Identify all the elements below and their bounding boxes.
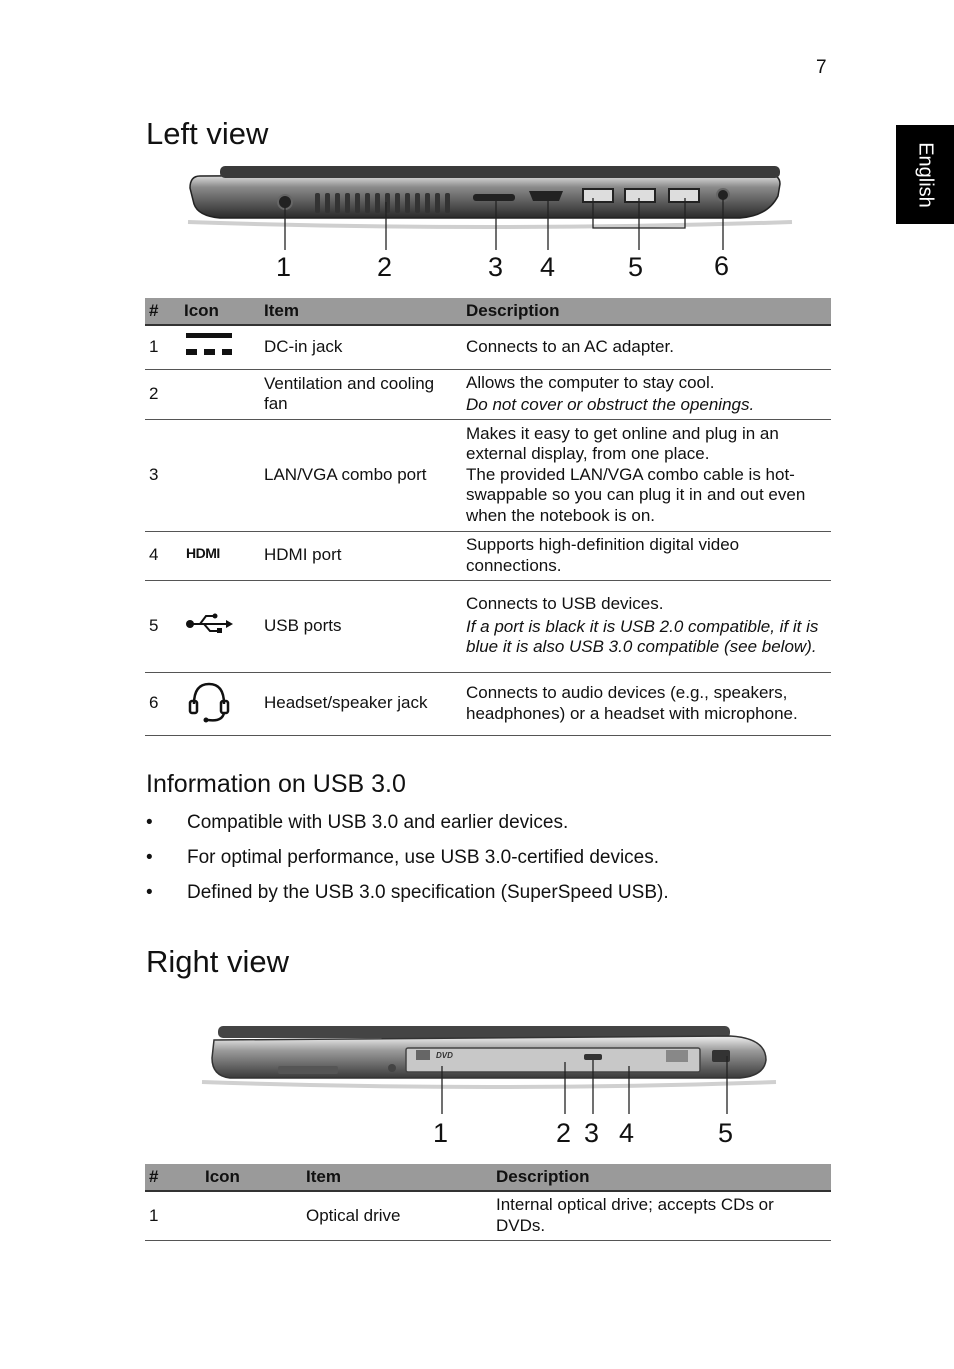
row-icon-cell <box>180 369 260 419</box>
left-callout-2: 2 <box>377 252 393 282</box>
left-callout-1: 1 <box>276 252 292 282</box>
right-callout-5: 5 <box>718 1118 734 1148</box>
description-text: Connects to USB devices. <box>466 594 664 614</box>
description-text: Connects to audio devices (e.g., speakers, headphones) or a headset with microphone. <box>466 683 798 723</box>
description-text: Makes it easy to get online and plug in an external display, from one place. <box>466 423 779 464</box>
row-icon-cell <box>201 1191 302 1240</box>
description-text: Supports high-definition digital video connections. <box>466 535 740 575</box>
row-number: 1 <box>145 1191 201 1240</box>
col-header-item: Item <box>260 298 462 325</box>
language-tab <box>896 125 954 224</box>
usb-info-heading: Information on USB 3.0 <box>146 770 406 798</box>
table-header-row <box>145 298 831 325</box>
row-icon-cell <box>180 325 260 369</box>
description-note: Do not cover or obstruct the openings. <box>466 395 755 414</box>
row-number: 1 <box>145 325 180 369</box>
row-item: HDMI port <box>260 531 462 580</box>
usb-icon <box>184 610 234 636</box>
table-row <box>145 672 831 735</box>
table-row <box>145 1191 831 1240</box>
row-number: 3 <box>145 419 180 531</box>
row-icon-cell <box>180 580 260 672</box>
col-header-number: # <box>145 1164 201 1191</box>
list-item: • Defined by the USB 3.0 specification (SuperSpeed USB). <box>146 882 669 917</box>
row-description <box>462 580 831 672</box>
row-description <box>462 369 831 419</box>
headset-icon <box>184 678 234 724</box>
table-row <box>145 580 831 672</box>
dvd-logo: DVD <box>436 1051 453 1060</box>
row-icon-cell <box>180 531 260 580</box>
description-text-secondary: The provided LAN/VGA combo cable is hot-swappable so you can plug it in and out even when the notebook is on. <box>466 464 806 525</box>
hdmi-icon <box>184 545 234 561</box>
row-icon-cell <box>180 672 260 735</box>
svg-text:HDMI: HDMI <box>186 544 220 561</box>
list-item: • Compatible with USB 3.0 and earlier devices. <box>146 812 669 847</box>
row-description <box>462 672 831 735</box>
row-description <box>492 1191 831 1240</box>
left-callout-5: 5 <box>628 252 644 282</box>
row-number: 2 <box>145 369 180 419</box>
right-callout-3: 3 <box>584 1118 600 1148</box>
left-view-heading: Left view <box>146 116 269 151</box>
col-header-icon: Icon <box>180 298 260 325</box>
row-number: 4 <box>145 531 180 580</box>
col-header-description: Description <box>462 298 831 325</box>
table-row <box>145 325 831 369</box>
table-row <box>145 419 831 531</box>
right-view-table <box>145 1164 831 1241</box>
left-callout-3: 3 <box>488 252 504 282</box>
left-view-laptop-illustration <box>180 158 800 250</box>
table-header-row <box>145 1164 831 1191</box>
dc-in-icon <box>184 330 234 360</box>
language-tab-label: English <box>914 141 937 208</box>
description-text: Internal optical drive; accepts CDs or DVDs. <box>496 1195 774 1235</box>
col-header-description: Description <box>492 1164 831 1191</box>
row-icon-cell <box>180 419 260 531</box>
row-item: Ventilation and cooling fan <box>260 369 462 419</box>
row-description <box>462 419 831 531</box>
description-text: Allows the computer to stay cool. <box>466 372 715 392</box>
left-view-table <box>145 298 831 736</box>
right-callout-4: 4 <box>619 1118 635 1148</box>
row-item: DC-in jack <box>260 325 462 369</box>
right-callout-2: 2 <box>556 1118 572 1148</box>
row-number: 6 <box>145 672 180 735</box>
table-row <box>145 369 831 419</box>
usb-info-list <box>146 812 669 917</box>
row-item: USB ports <box>260 580 462 672</box>
row-item: Optical drive <box>302 1191 492 1240</box>
col-header-item: Item <box>302 1164 492 1191</box>
row-description <box>462 325 831 369</box>
right-view-laptop-illustration <box>200 1020 780 1118</box>
right-view-heading: Right view <box>146 944 289 979</box>
description-text: Connects to an AC adapter. <box>466 337 674 356</box>
col-header-icon: Icon <box>201 1164 302 1191</box>
table-row <box>145 531 831 580</box>
col-header-number: # <box>145 298 180 325</box>
row-item: Headset/speaker jack <box>260 672 462 735</box>
description-note: If a port is black it is USB 2.0 compatible, if it is blue it is also USB 3.0 compatible (see below). <box>466 616 819 657</box>
page-number: 7 <box>816 57 827 78</box>
row-description <box>462 531 831 580</box>
right-callout-1: 1 <box>433 1118 449 1148</box>
row-number: 5 <box>145 580 180 672</box>
row-item: LAN/VGA combo port <box>260 419 462 531</box>
left-callout-6: 6 <box>714 251 730 281</box>
list-item: • For optimal performance, use USB 3.0-certified devices. <box>146 847 669 882</box>
left-callout-4: 4 <box>540 252 556 282</box>
